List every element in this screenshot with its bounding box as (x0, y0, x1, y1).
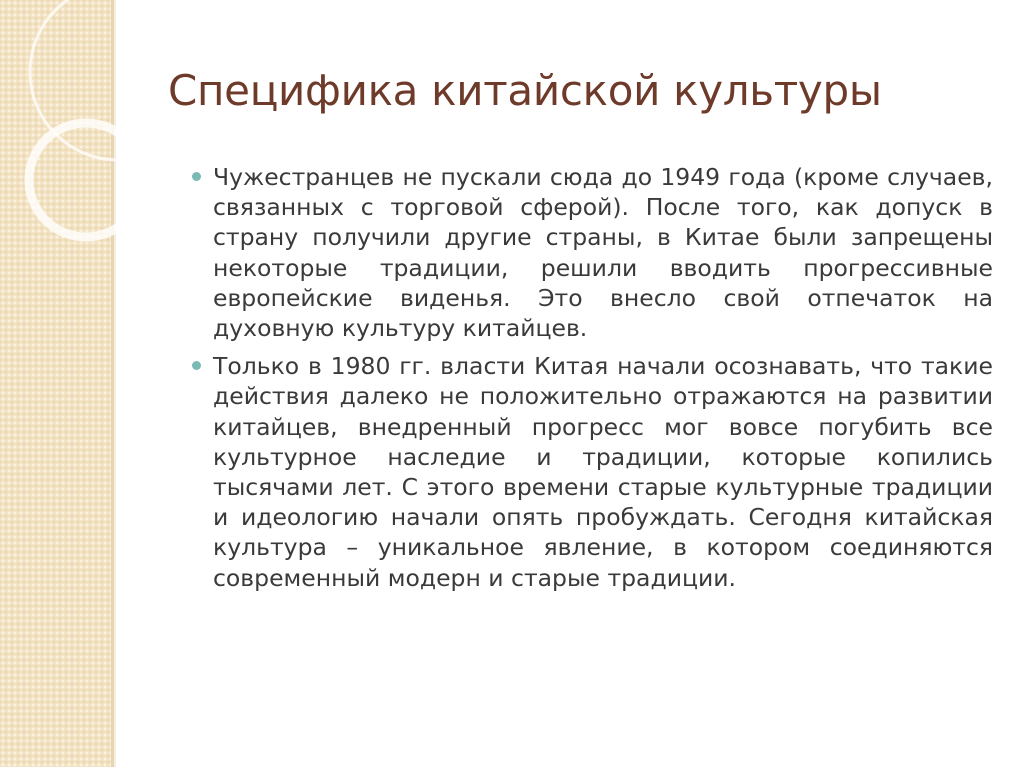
bullet-list (213, 162, 993, 601)
slide-title: Специфика китайской культуры (168, 66, 882, 115)
decorative-rings-icon (0, 0, 140, 260)
list-item (213, 351, 993, 593)
list-item (213, 162, 993, 343)
circle-bullet-icon (192, 361, 201, 370)
bullet-text: Чужестранцев не пускали сюда до 1949 года (кроме случаев, связанных с торговой сферой). После того, как допуск в страну получили другие страны, в Китае были запрещены некоторые традиции, решили вводить прогрессивные европейские виденья. Это внесло свой отпечаток на духовную культуру китайцев. (213, 163, 993, 343)
small-ring (29, 123, 140, 237)
circle-bullet-icon (192, 172, 201, 181)
bullet-text: Только в 1980 гг. власти Китая начали осознавать, что такие действия далеко не положительно отражаются на развитии китайцев, внедренный прогресс мог вовсе погубить все культурное наследие и традиции, которые копились тысячами лет. С этого времени старые культурные традиции и идеологию начали опять пробуждать. Сегодня китайская культура – уникальное явление, в котором соединяются современный модерн и старые традиции. (213, 352, 993, 592)
